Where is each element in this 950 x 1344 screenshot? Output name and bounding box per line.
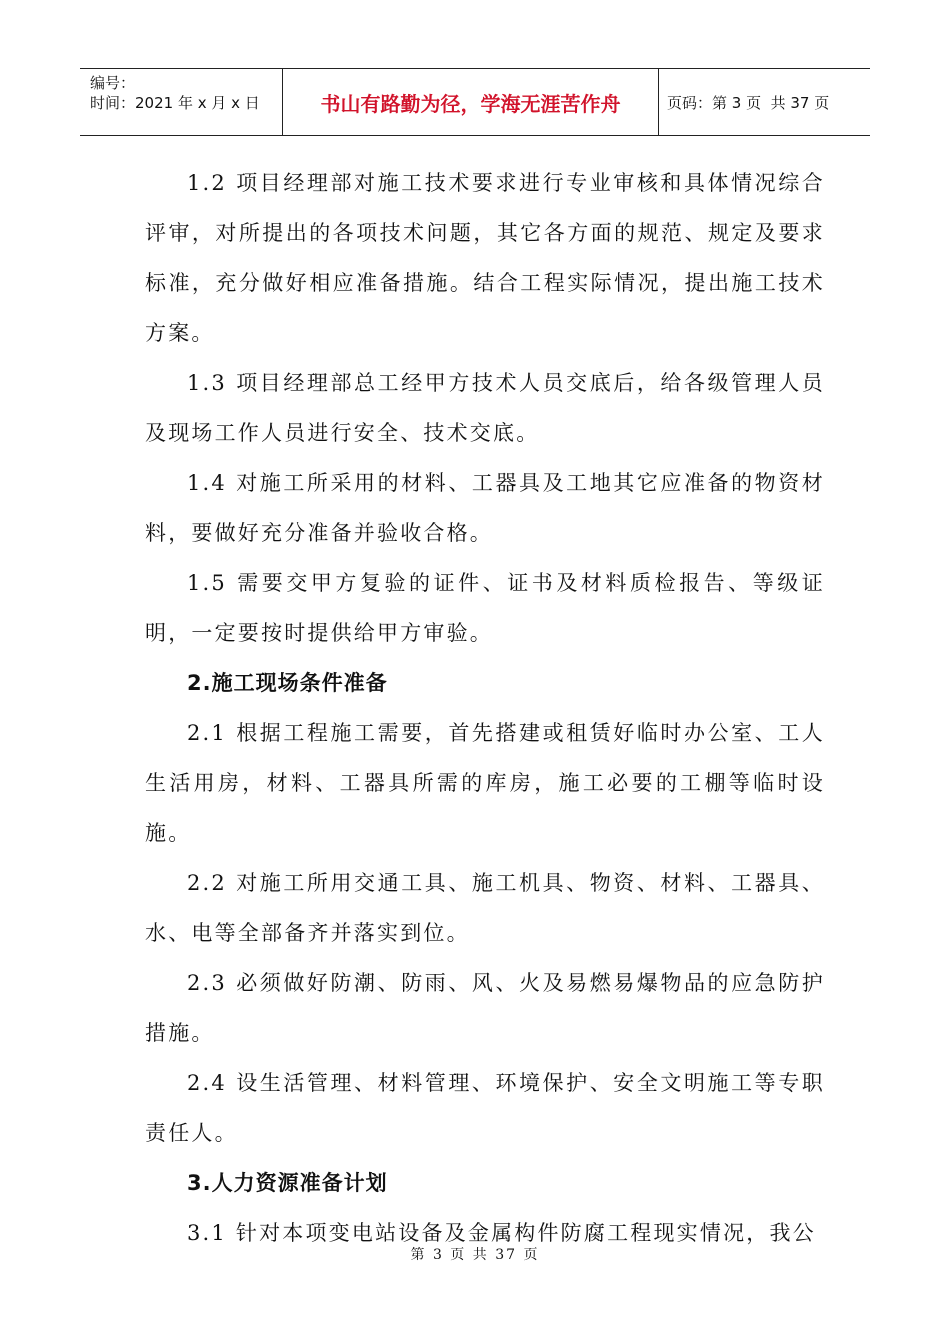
paragraph-2-2: 2.2 对施工所用交通工具、施工机具、物资、材料、工器具、水、电等全部备齐并落实到位。	[145, 871, 825, 945]
paragraph-1-5: 1.5 需要交甲方复验的证件、证书及材料质检报告、等级证明，一定要按时提供给甲方审验。	[145, 571, 825, 645]
page-header	[80, 68, 870, 136]
paragraph-2-3: 2.3 必须做好防潮、防雨、风、火及易燃易爆物品的应急防护措施。	[145, 971, 825, 1045]
paragraph-1-3: 1.3 项目经理部总工经甲方技术人员交底后，给各级管理人员及现场工作人员进行安全、技术交底。	[145, 371, 825, 445]
document-number-label: 编号：	[90, 74, 136, 92]
header-meta-cell	[80, 69, 283, 135]
paragraph-1-4: 1.4 对施工所采用的材料、工器具及工地其它应准备的物资材料，要做好充分准备并验收合格。	[145, 471, 825, 545]
paragraph-2-4: 2.4 设生活管理、材料管理、环境保护、安全文明施工等专职责任人。	[145, 1071, 825, 1145]
page-footer: 第 3 页 共 37 页	[410, 1247, 540, 1263]
section-heading-2: 2.施工现场条件准备	[187, 671, 388, 695]
paragraph-3-1: 3.1 针对本项变电站设备及金属构件防腐工程现实情况，我公	[187, 1221, 816, 1245]
document-body	[145, 158, 825, 1258]
document-date: 时间：2021 年 x 月 x 日	[90, 94, 260, 112]
section-heading-3: 3.人力资源准备计划	[187, 1171, 388, 1195]
header-page-info: 页码：第 3 页 共 37 页	[667, 93, 830, 112]
paragraph-1-2: 1.2 项目经理部对施工技术要求进行专业审核和具体情况综合评审，对所提出的各项技术问题，其它各方面的规范、规定及要求标准，充分做好相应准备措施。结合工程实际情况，提出施工技术方案。	[145, 171, 825, 345]
paragraph-2-1: 2.1 根据工程施工需要，首先搭建或租赁好临时办公室、工人生活用房，材料、工器具所需的库房，施工必要的工棚等临时设施。	[145, 721, 825, 845]
header-motto: 书山有路勤为径，学海无涯苦作舟	[283, 69, 659, 135]
